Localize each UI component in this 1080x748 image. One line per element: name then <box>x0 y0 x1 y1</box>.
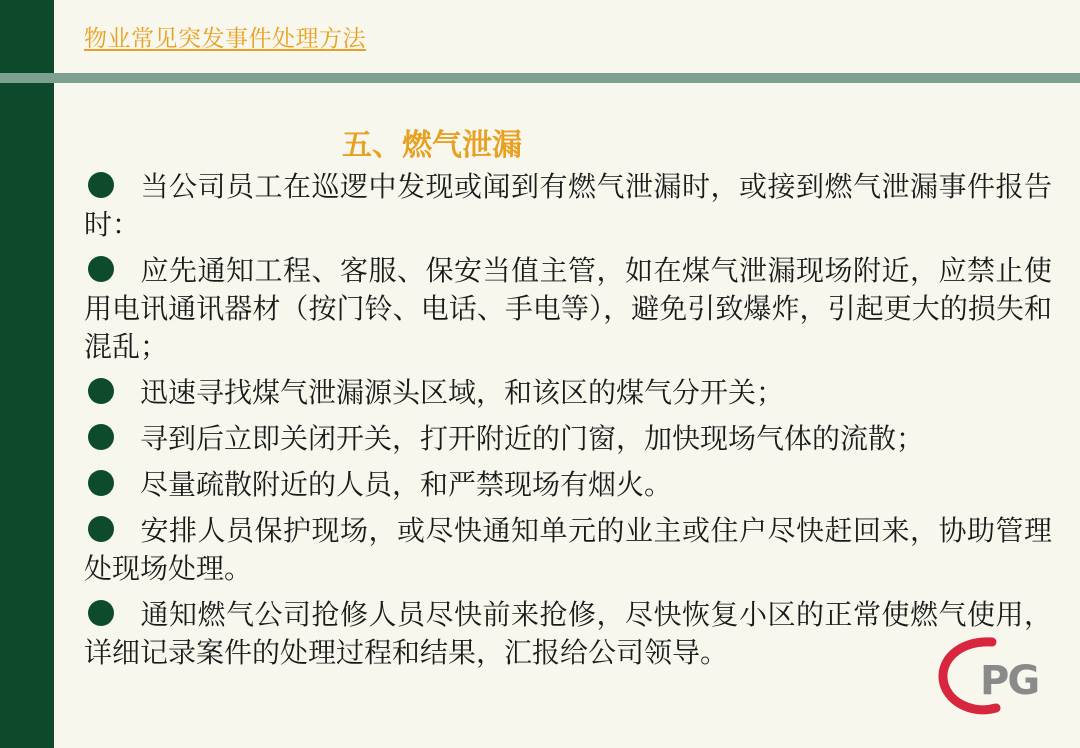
list-item <box>84 420 1052 458</box>
list-item-text: 迅速寻找煤气泄漏源头区域，和该区的煤气分开关； <box>140 376 785 409</box>
list-item <box>84 168 1052 244</box>
bullet-list <box>84 168 1052 680</box>
list-item <box>84 374 1052 412</box>
list-item-text: 安排人员保护现场，或尽快通知单元的业主或住户尽快赶回来，协助管理处现场处理。 <box>84 514 1052 585</box>
bullet-icon <box>88 600 114 626</box>
list-item-text: 应先通知工程、客服、保安当值主管，如在煤气泄漏现场附近，应禁止使用电讯通讯器材（按门铃、电话、手电等），避免引致爆炸，引起更大的损失和混乱； <box>84 254 1052 363</box>
top-rule-left <box>0 73 54 83</box>
list-item <box>84 252 1052 366</box>
left-sidebar-bar <box>0 0 54 748</box>
bullet-icon <box>88 256 114 282</box>
logo-letters: PG <box>980 658 1039 704</box>
list-item <box>84 512 1052 588</box>
list-item-text: 通知燃气公司抢修人员尽快前来抢修，尽快恢复小区的正常使燃气使用，详细记录案件的处理过程和结果，汇报给公司领导。 <box>84 598 1052 669</box>
bullet-icon <box>88 516 114 542</box>
list-item <box>84 596 1052 672</box>
list-item <box>84 466 1052 504</box>
bullet-icon <box>88 378 114 404</box>
list-item-text: 寻到后立即关闭开关，打开附近的门窗，加快现场气体的流散； <box>140 422 925 455</box>
header-divider <box>54 73 1080 83</box>
bullet-icon <box>88 470 114 496</box>
bullet-icon <box>88 172 114 198</box>
bullet-icon <box>88 424 114 450</box>
list-item-text: 当公司员工在巡逻中发现或闻到有燃气泄漏时，或接到燃气泄漏事件报告时： <box>84 170 1052 241</box>
list-item-text: 尽量疏散附近的人员，和严禁现场有烟火。 <box>140 468 673 501</box>
cpg-logo <box>930 632 1070 722</box>
header-title: 物业常见突发事件处理方法 <box>84 26 366 52</box>
section-title: 五、燃气泄漏 <box>342 128 522 163</box>
